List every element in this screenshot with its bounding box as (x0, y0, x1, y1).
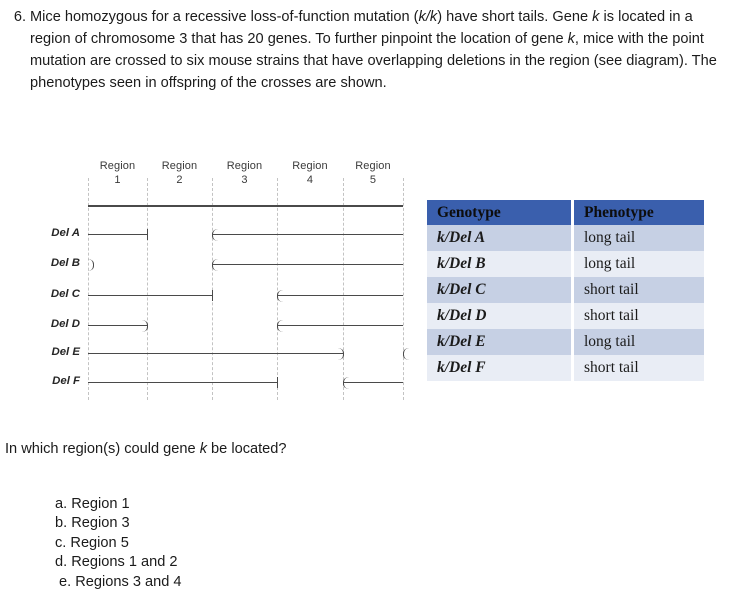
deletion-breakpoint-cap (147, 229, 148, 240)
region-boundary-gridline-1 (147, 178, 148, 400)
cell-phenotype: short tail (573, 277, 706, 303)
region-header-number: 2 (176, 173, 183, 186)
followup-text-part-1: In which region(s) could gene (5, 441, 200, 457)
cell-genotype: k/Del B (427, 251, 573, 277)
answer-option-text: Regions 3 and 4 (75, 573, 182, 590)
column-header-genotype: Genotype (427, 200, 573, 225)
question-number: 6. (13, 9, 26, 25)
deletion-breakpoint-cap (277, 377, 278, 388)
deletion-segment (212, 264, 403, 265)
stem-text-part-2: ) have short tails. Gene (437, 9, 593, 25)
cell-genotype: k/Del A (427, 225, 573, 251)
region-header-3 (212, 160, 277, 187)
region-header-number: 5 (369, 173, 377, 186)
followup-question (5, 441, 287, 457)
region-header-4 (277, 160, 343, 187)
answer-option-letter: b. (55, 515, 72, 532)
answer-option-text: Regions 1 and 2 (71, 554, 178, 571)
region-header-word: Region (292, 160, 328, 172)
answer-option-text: Region 5 (70, 534, 129, 551)
answer-option-letter: d. (55, 554, 72, 571)
region-header-1 (88, 160, 147, 187)
deletion-segment (88, 234, 147, 235)
answer-option-letter: c. (55, 534, 71, 551)
deletion-label-del-e: Del E (51, 346, 80, 358)
deletion-segment (88, 325, 147, 326)
deletion-map-diagram (0, 158, 420, 403)
deletion-segment (212, 234, 403, 235)
answer-options-list (55, 495, 182, 592)
chromosome-reference-line (88, 205, 403, 207)
cell-phenotype: long tail (573, 251, 706, 277)
cell-genotype: k/Del C (427, 277, 573, 303)
deletion-breakpoint-cap (212, 229, 218, 241)
deletion-breakpoint-cap (212, 259, 218, 271)
table-row (427, 277, 706, 303)
region-boundary-gridline-5 (403, 178, 404, 400)
deletion-label-del-c: Del C (50, 288, 80, 300)
followup-italic-k: k (199, 441, 207, 457)
deletion-label-del-d: Del D (50, 318, 80, 330)
region-header-word: Region (355, 160, 391, 172)
region-header-5 (343, 160, 403, 187)
region-header-word: Region (226, 160, 263, 172)
cell-genotype: k/Del E (427, 329, 573, 355)
table-body (427, 225, 706, 381)
region-boundary-gridline-2 (212, 178, 213, 400)
stem-text-part-4: , mice with the point mutation are crossed to six mouse strains that have overlapping deletions in the region (see diagram). The phenotypes seen in offspring of the crosses are shown. (30, 31, 717, 91)
answer-option-letter: a. (55, 496, 72, 512)
stem-text-part-1: Mice homozygous for a recessive loss-of-function mutation ( (30, 9, 419, 25)
region-boundary-gridline-3 (277, 178, 278, 400)
answer-option-text: Region 3 (71, 515, 130, 532)
deletion-segment (277, 325, 403, 326)
deletion-segment (88, 295, 212, 296)
answer-option-d[interactable] (55, 553, 182, 572)
cell-phenotype: short tail (573, 303, 706, 329)
deletion-breakpoint-cap (403, 348, 409, 360)
cell-phenotype: short tail (573, 355, 706, 381)
stem-text-part-3: is located in a region of chromosome 3 that has 20 genes. To further pinpoint the location of gene (30, 9, 693, 47)
deletion-segment (343, 382, 403, 383)
cell-genotype: k/Del F (427, 355, 573, 381)
deletion-segment (88, 382, 277, 383)
answer-option-letter: e. (59, 573, 76, 590)
table-row (427, 303, 706, 329)
table-row (427, 251, 706, 277)
column-header-phenotype: Phenotype (573, 200, 706, 225)
stem-italic-k-2: k (567, 31, 575, 47)
region-boundary-gridline-4 (343, 178, 344, 400)
region-header-number: 1 (114, 173, 121, 186)
deletion-breakpoint-cap (277, 290, 283, 302)
deletion-label-del-b: Del B (50, 257, 80, 269)
stem-italic-kk: k/k (418, 9, 438, 25)
cell-genotype: k/Del D (427, 303, 573, 329)
cell-phenotype: long tail (573, 329, 706, 355)
deletion-segment (88, 353, 343, 354)
region-header-number: 3 (241, 173, 248, 186)
cell-phenotype: long tail (573, 225, 706, 251)
region-header-2 (147, 160, 212, 187)
deletion-breakpoint-cap (88, 259, 94, 271)
table-row (427, 329, 706, 355)
deletion-label-del-f: Del F (52, 375, 80, 387)
deletion-segment (277, 295, 403, 296)
answer-option-c[interactable] (55, 534, 182, 553)
region-header-word: Region (161, 160, 198, 172)
deletion-label-del-a: Del A (51, 227, 80, 239)
answer-option-a[interactable] (55, 495, 182, 514)
phenotype-table (427, 200, 707, 381)
table-row (427, 225, 706, 251)
followup-text-part-2: be located? (207, 441, 287, 457)
deletion-breakpoint-cap (277, 320, 283, 332)
region-boundary-gridline-0 (88, 178, 89, 400)
table-row (427, 355, 706, 381)
answer-option-b[interactable] (55, 514, 182, 533)
deletion-breakpoint-cap (343, 377, 349, 389)
table-header-row (427, 200, 706, 225)
region-header-number: 4 (306, 173, 314, 186)
region-header-word: Region (99, 160, 136, 172)
answer-option-e[interactable] (55, 573, 182, 592)
question-stem-text (30, 6, 730, 94)
answer-option-text: Region 1 (71, 496, 130, 512)
question-stem (4, 6, 730, 94)
deletion-breakpoint-cap (212, 290, 213, 301)
stem-italic-k-1: k (592, 9, 600, 25)
